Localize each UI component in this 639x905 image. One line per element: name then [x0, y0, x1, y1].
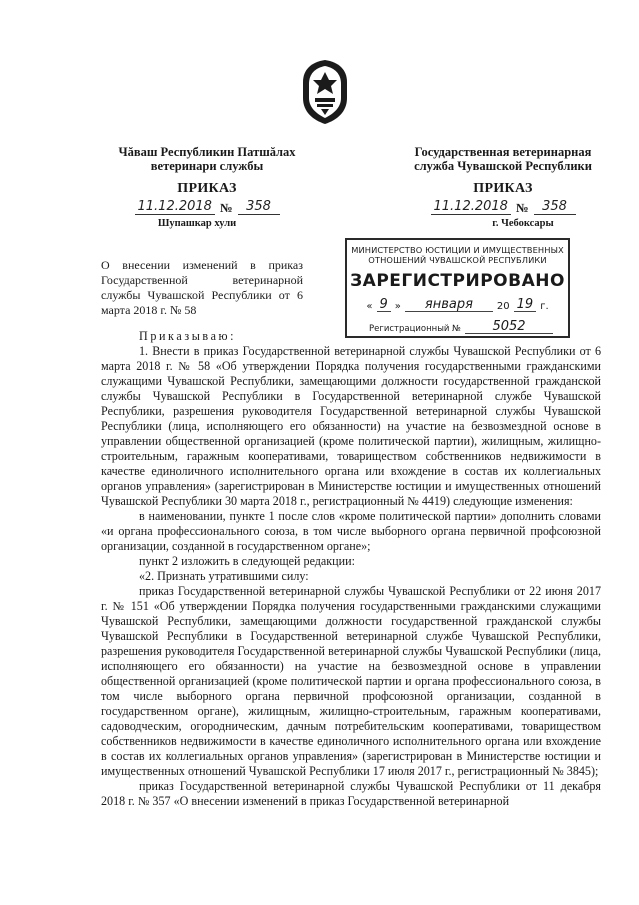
- order-body: [101, 329, 601, 809]
- stamp-date: « 9 » января 20 19 г.: [366, 297, 549, 312]
- number-sign: №: [219, 201, 233, 215]
- registration-stamp: [345, 238, 570, 338]
- stamp-month: января: [405, 298, 493, 312]
- org-name-chuvash-line1: Чăваш Республикин Патшăлах: [118, 145, 296, 159]
- header-right: [388, 145, 618, 231]
- stamp-ministry-line2: ОТНОШЕНИЙ ЧУВАШСКОЙ РЕСПУБЛИКИ: [368, 255, 547, 265]
- handwritten-date: 11.12.2018: [431, 200, 511, 215]
- order-title-russian: ПРИКАЗ: [473, 181, 533, 196]
- paragraph-amendment-name: в наименовании, пункте 1 после слов «кроме политической партии» дополнить словами «и органа профессионального союза, в том числе выборного органа первичной профсоюзной организации, созданной в государственном органе»;: [101, 509, 601, 553]
- subject-text: внесении изменений в приказ Государственной ветеринарной службы Чувашской Республики от 6 марта 2018 г. № 58: [101, 258, 304, 317]
- handwritten-number: 358: [534, 200, 576, 215]
- order-title-chuvash: ПРИКАЗ: [177, 181, 237, 196]
- stamp-reg-number: 5052: [465, 320, 553, 334]
- stamp-day: 9: [377, 298, 391, 312]
- handwritten-number: 358: [238, 200, 280, 215]
- org-name-russian-line2: служба Чувашской Республики: [414, 159, 592, 173]
- stamp-ministry-line1: МИНИСТЕРСТВО ЮСТИЦИИ И ИМУЩЕСТВЕННЫХ: [351, 245, 564, 255]
- number-sign: №: [515, 201, 529, 215]
- order-subject: [101, 258, 303, 318]
- paragraph-directive: Приказываю:: [139, 329, 237, 343]
- paragraph-repealed-order-151: приказ Государственной ветеринарной службы Чувашской Республики от 22 июня 2017 г. № 151 «Об утверждении Порядка получения государственными гражданскими служащими Чувашской Республики, замещающими должности государственной гражданской службы Чувашской Республики в Государственной ветеринарной службе Чувашской Республики, разрешения руководителя Государственной ветеринарной службы Чувашской Республики (лица, исполняющего его обязанности) на участие на безвозмездной основе в управлении общественной организацией (кроме политической партии и органа профессионального союза, в том числе выборного органа первичной профсоюзной организации, созданной в государственном органе), жилищным, жилищно-строительным, гаражным кооперативами, садоводческим, огородническим, дачным потребительским кооперативами, товариществом собственников недвижимости в качестве единоличного исполнительного органа или вхождение в состав их коллегиальных органов управления» (зарегистрирован в Министерстве юстиции и имущественных отношений Чувашской Республики 17 июля 2017 г., регистрационный № 3845);: [101, 584, 601, 778]
- paragraph-item-2-intro: пункт 2 изложить в следующей редакции:: [139, 554, 355, 568]
- subject-lead: О: [101, 258, 110, 272]
- stamp-year-suffix: 19: [514, 298, 537, 312]
- republic-emblem-icon: [299, 58, 351, 126]
- stamp-year-mark: г.: [540, 301, 549, 312]
- stamp-year-prefix: 20: [496, 301, 510, 312]
- place-chuvash: Шупашкар хули: [157, 218, 237, 229]
- paragraph-repealed-order-357: приказ Государственной ветеринарной службы Чувашской Республики от 11 декабря 2018 г. № 357 «О внесении изменений в приказ Государственной ветеринарной: [101, 779, 601, 808]
- stamp-reg-label: Регистрационный №: [369, 324, 461, 334]
- order-date-number-chuvash: [92, 199, 322, 215]
- order-date-number-russian: [388, 199, 618, 215]
- header-left: [92, 145, 322, 231]
- paragraph-item-1: 1. Внести в приказ Государственной ветеринарной службы Чувашской Республики от 6 марта 2018 г. № 58 «Об утверждении Порядка получения государственными гражданскими служащими Чувашской Республики, замещающими должности государственной гражданской службы Чувашской Республики в Государственной ветеринарной службе Чувашской Республики, разрешения руководителя Государственной ветеринарной службы Чувашской Республики (лица, исполняющего его обязанности) на участие на безвозмездной основе в управлении общественной организацией (кроме политической партии), жилищным, жилищно-строительным, гаражным кооперативами, товариществом собственников недвижимости в качестве единоличного исполнительного органа или вхождение в состав их коллегиальных органов управления» (зарегистрирован в Министерстве юстиции и имущественных отношений Чувашской Республики 30 марта 2018 г., регистрационный № 4419) следующие изменения:: [101, 344, 601, 508]
- stamp-title: ЗАРЕГИСТРИРОВАНО: [350, 271, 565, 291]
- place-russian: г. Чебоксары: [492, 218, 554, 229]
- org-name-chuvash-line2: ветеринари службы: [150, 159, 264, 173]
- paragraph-item-2-heading: «2. Признать утратившими силу:: [139, 569, 309, 583]
- handwritten-date: 11.12.2018: [135, 200, 215, 215]
- org-name-russian-line1: Государственная ветеринарная: [414, 145, 592, 159]
